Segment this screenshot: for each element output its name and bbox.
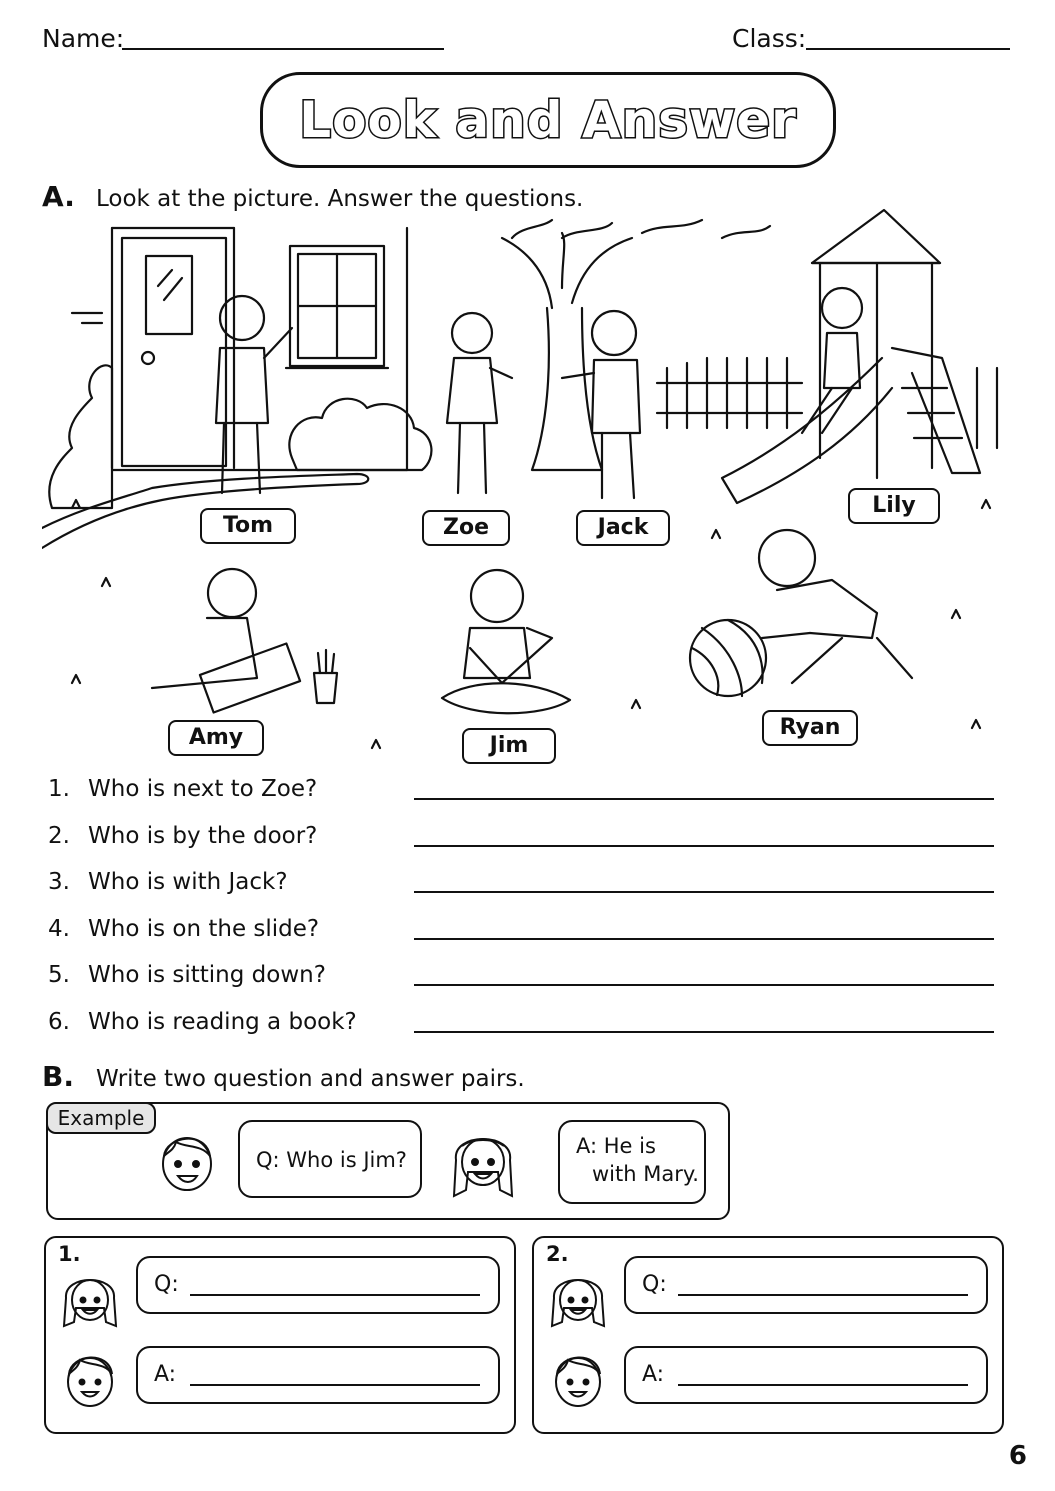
qa-box-number: 2. xyxy=(546,1242,569,1266)
example-box xyxy=(46,1102,730,1220)
answer-line[interactable] xyxy=(414,938,994,940)
lily-figure-icon xyxy=(802,288,862,433)
section-b-instruction: Write two question and answer pairs. xyxy=(96,1066,525,1092)
name-field[interactable] xyxy=(122,48,444,50)
worksheet-header xyxy=(42,18,1013,58)
page-title: Look and Answer xyxy=(299,91,797,149)
name-tag-jim: Jim xyxy=(462,728,556,764)
question-write-line[interactable] xyxy=(190,1294,480,1296)
question-row xyxy=(48,910,998,957)
qa-box-number: 1. xyxy=(58,1242,81,1266)
question-write-line[interactable] xyxy=(678,1294,968,1296)
question-text: Who is on the slide? xyxy=(88,915,320,942)
slide-icon xyxy=(722,210,980,503)
question-text: Who is by the door? xyxy=(88,822,318,849)
question-text: Who is with Jack? xyxy=(88,869,288,896)
girl-face-icon xyxy=(550,1268,606,1330)
qa-box-2 xyxy=(532,1236,1004,1434)
question-bubble[interactable] xyxy=(136,1256,500,1314)
question-text: Who is reading a book? xyxy=(88,1008,357,1035)
page-number: 6 xyxy=(1008,1441,1027,1471)
answer-line[interactable] xyxy=(414,798,994,800)
question-number: 1. xyxy=(48,776,70,802)
name-tag-jack: Jack xyxy=(576,510,670,546)
answer-line[interactable] xyxy=(414,1031,994,1033)
name-label: Name: xyxy=(42,24,125,53)
class-field[interactable] xyxy=(806,48,1010,50)
question-number: 3. xyxy=(48,869,70,896)
question-number: 2. xyxy=(48,822,70,849)
example-question: Q: Who is Jim? xyxy=(256,1148,407,1172)
ball-icon xyxy=(690,620,766,696)
boy-face-icon xyxy=(550,1348,606,1410)
section-b-heading xyxy=(42,1060,525,1093)
name-tag-zoe: Zoe xyxy=(422,510,510,546)
question-text: Who is next to Zoe? xyxy=(88,776,318,802)
name-tag-amy: Amy xyxy=(168,720,264,756)
door-icon xyxy=(112,228,234,468)
question-list xyxy=(48,770,998,1050)
answer-bubble[interactable] xyxy=(136,1346,500,1404)
section-a-letter: A. xyxy=(42,180,75,213)
example-answer-line-1: A: He is xyxy=(576,1134,656,1158)
window-icon xyxy=(286,246,388,368)
answer-line[interactable] xyxy=(414,845,994,847)
example-label: Example xyxy=(46,1102,156,1134)
question-row xyxy=(48,817,998,864)
ryan-figure-icon xyxy=(759,530,912,683)
question-number: 4. xyxy=(48,915,70,942)
name-tag-ryan: Ryan xyxy=(762,710,858,746)
class-label: Class: xyxy=(732,24,807,53)
name-tag-lily: Lily xyxy=(848,488,940,524)
section-b-letter: B. xyxy=(42,1060,74,1093)
title-banner xyxy=(260,72,836,168)
question-row xyxy=(48,956,998,1003)
answer-line[interactable] xyxy=(414,891,994,893)
question-bubble[interactable] xyxy=(624,1256,988,1314)
boy-face-icon xyxy=(156,1126,218,1196)
example-answer-bubble xyxy=(558,1120,706,1204)
question-text: Who is sitting down? xyxy=(88,962,326,989)
answer-label: A: xyxy=(642,1362,665,1387)
amy-figure-icon xyxy=(152,569,337,713)
jim-figure-icon xyxy=(442,570,570,713)
qa-box-1 xyxy=(44,1236,516,1434)
answer-write-line[interactable] xyxy=(190,1384,480,1386)
question-number: 5. xyxy=(48,962,70,989)
answer-bubble[interactable] xyxy=(624,1346,988,1404)
question-label: Q: xyxy=(154,1272,179,1297)
zoe-figure-icon xyxy=(447,313,512,493)
girl-face-icon xyxy=(62,1268,118,1330)
boy-face-icon xyxy=(62,1348,118,1410)
question-row xyxy=(48,1003,998,1050)
question-label: Q: xyxy=(642,1272,667,1297)
example-answer-line-2: with Mary. xyxy=(592,1162,699,1186)
answer-line[interactable] xyxy=(414,984,994,986)
answer-write-line[interactable] xyxy=(678,1384,968,1386)
question-row xyxy=(48,863,998,910)
section-a-instruction: Look at the picture. Answer the questions. xyxy=(96,186,584,212)
example-question-bubble xyxy=(238,1120,422,1198)
playground-scene xyxy=(42,208,1012,768)
answer-label: A: xyxy=(154,1362,177,1387)
question-number: 6. xyxy=(48,1008,70,1035)
girl-face-icon xyxy=(450,1120,516,1202)
question-row xyxy=(48,770,998,817)
tom-figure-icon xyxy=(216,296,292,493)
name-tag-tom: Tom xyxy=(200,508,296,544)
